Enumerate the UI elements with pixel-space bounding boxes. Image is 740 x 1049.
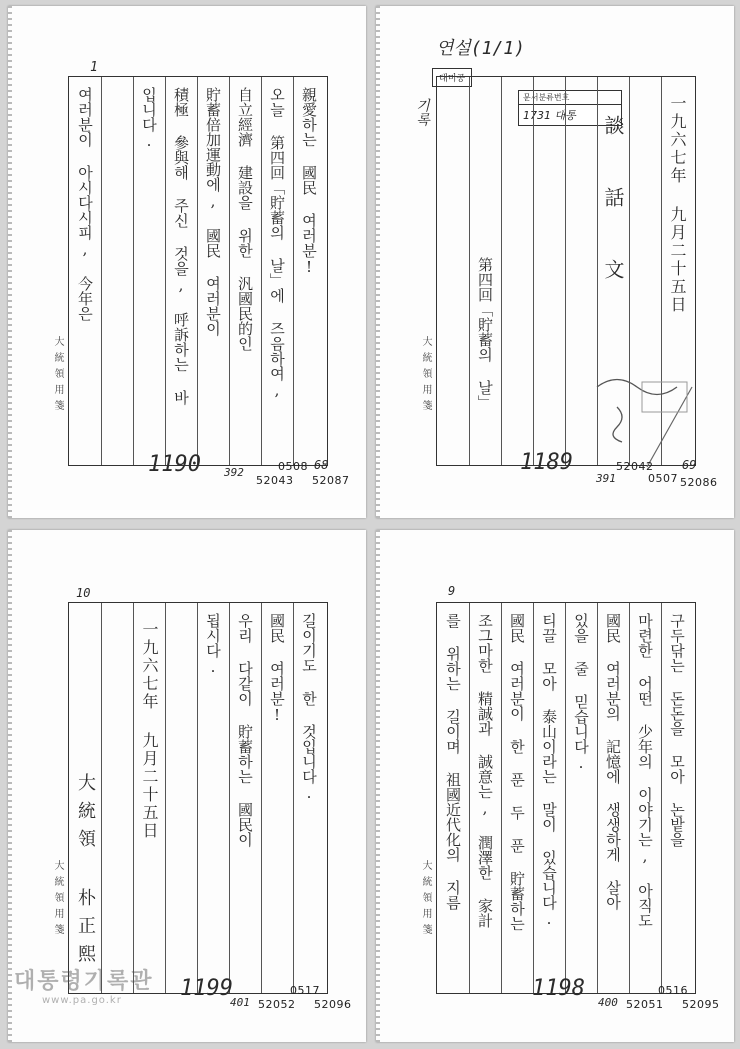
text-column-1: 길이기도 한 것입니다. <box>300 613 318 802</box>
manuscript-frame <box>436 602 696 994</box>
text-column-6: 입니다. <box>140 87 158 150</box>
archive-code-b: 52043 <box>256 474 294 487</box>
stamp-header: 문서분류번호 <box>519 91 621 105</box>
page-bottom-right <box>376 530 734 1042</box>
text-column-8: 여러분이 아시다시피, 今年은 <box>76 87 94 321</box>
handwritten-number: 1189 <box>520 450 573 475</box>
watermark-title: 대통령기록관 <box>14 969 154 994</box>
text-column-8: 를 위하는 길이며 祖國近代化의 지름 <box>444 613 462 910</box>
text-column-7 <box>105 77 129 465</box>
handwritten-number: 1190 <box>148 452 201 477</box>
text-column-1: 구두닦는 돈돈을 모아 논밭을 <box>668 613 686 847</box>
text-column-2: 오늘 第四回「貯蓄의 날」에 즈음하여, <box>268 87 286 399</box>
stamp-value: 1731 대통 <box>523 109 576 122</box>
text-column-5 <box>169 603 193 993</box>
text-column-6 <box>505 77 529 465</box>
side-scribble: 기록 <box>414 98 430 126</box>
archive-code-a: 0516 <box>658 984 688 997</box>
archive-code-c: 52087 <box>312 474 350 487</box>
text-column-7 <box>105 603 129 993</box>
text-column-6: 國民 여러분이 한 푼 두 푼 貯蓄하는 <box>508 613 526 931</box>
handwritten-number: 1198 <box>532 976 585 1001</box>
handwritten-small: 400 <box>598 996 618 1009</box>
title-column: 談 話 文 <box>601 115 625 293</box>
text-column-3: 自立經濟 建設을 위한 汎國民的인 <box>236 87 254 351</box>
handwritten-number: 1199 <box>180 976 233 1001</box>
fold-marks <box>8 530 12 1042</box>
archive-code-b: 52051 <box>626 998 664 1011</box>
classification-tag: 대미공 <box>432 68 472 87</box>
letterhead-label: 大統領用箋 <box>52 336 63 416</box>
archive-code-a: 0517 <box>290 984 320 997</box>
text-column-5 <box>537 77 561 465</box>
handwritten-tail: 69 <box>682 458 697 472</box>
signature-column: 大統領 朴正熙 <box>75 773 96 972</box>
corner-mark: 1 <box>90 60 98 75</box>
letterhead-label: 大統領用箋 <box>420 336 431 416</box>
text-column-8 <box>441 77 465 465</box>
letterhead-label: 大統領用箋 <box>52 860 63 940</box>
handwritten-small: 392 <box>224 466 244 479</box>
archive-watermark <box>14 964 234 1010</box>
corner-mark: 9 <box>448 584 456 598</box>
letterhead-label: 大統領用箋 <box>420 860 431 940</box>
page-top-left <box>8 6 366 518</box>
text-column-4: 있을 줄 믿습니다. <box>572 613 590 772</box>
archive-code-b: 0507 <box>648 472 678 485</box>
manuscript-frame <box>68 602 328 994</box>
watermark-url: www.pa.go.kr <box>42 995 122 1006</box>
archive-code-b: 52052 <box>258 998 296 1011</box>
archive-code-c: 52086 <box>680 476 718 489</box>
text-column-5: 티끌 모아 泰山이라는 말이 있습니다. <box>540 613 558 928</box>
archive-code-a: 0508 <box>278 460 308 473</box>
manuscript-frame <box>436 76 696 466</box>
text-column-3: 國民 여러분의 記憶에 생생하게 살아 <box>604 613 622 910</box>
fold-marks <box>8 6 12 518</box>
corner-mark: 10 <box>76 586 91 600</box>
text-column-1: 一九六七年 九月二十五日 <box>668 95 687 314</box>
archive-code-c: 52096 <box>314 998 352 1011</box>
date-column: 一九六七年 九月二十五日 <box>140 621 159 840</box>
subtitle-column: 第四回「貯蓄의 날」 <box>476 257 494 410</box>
text-column-4: 됩시다. <box>204 613 222 676</box>
handwritten-small: 391 <box>596 472 616 485</box>
page-top-right <box>376 6 734 518</box>
fold-marks <box>376 530 380 1042</box>
manuscript-frame <box>68 76 328 466</box>
text-column-7: 조그마한 精誠과 誠意는, 潤澤한 家計 <box>476 613 494 928</box>
handwritten-small: 401 <box>230 996 250 1009</box>
archive-code-c: 52095 <box>682 998 720 1011</box>
top-scribble: 연설(1/1) <box>436 38 525 59</box>
text-column-5: 積極 參與해 주신 것을, 呼訴하는 바 <box>172 87 190 405</box>
archive-code-a: 52042 <box>616 460 654 473</box>
text-column-1: 親愛하는 國民 여러분! <box>300 87 318 276</box>
fold-marks <box>376 6 380 518</box>
text-column-2: 마련한 어떤 少年의 이야기는, 아직도 <box>636 613 654 928</box>
text-column-4: 貯蓄倍加運動에, 國民 여러분이 <box>204 87 222 336</box>
text-column-2: 國民 여러분! <box>268 613 286 724</box>
handwritten-tail: 68 <box>314 458 329 472</box>
text-column-3: 우리 다같이 貯蓄하는 國民이 <box>236 613 254 847</box>
